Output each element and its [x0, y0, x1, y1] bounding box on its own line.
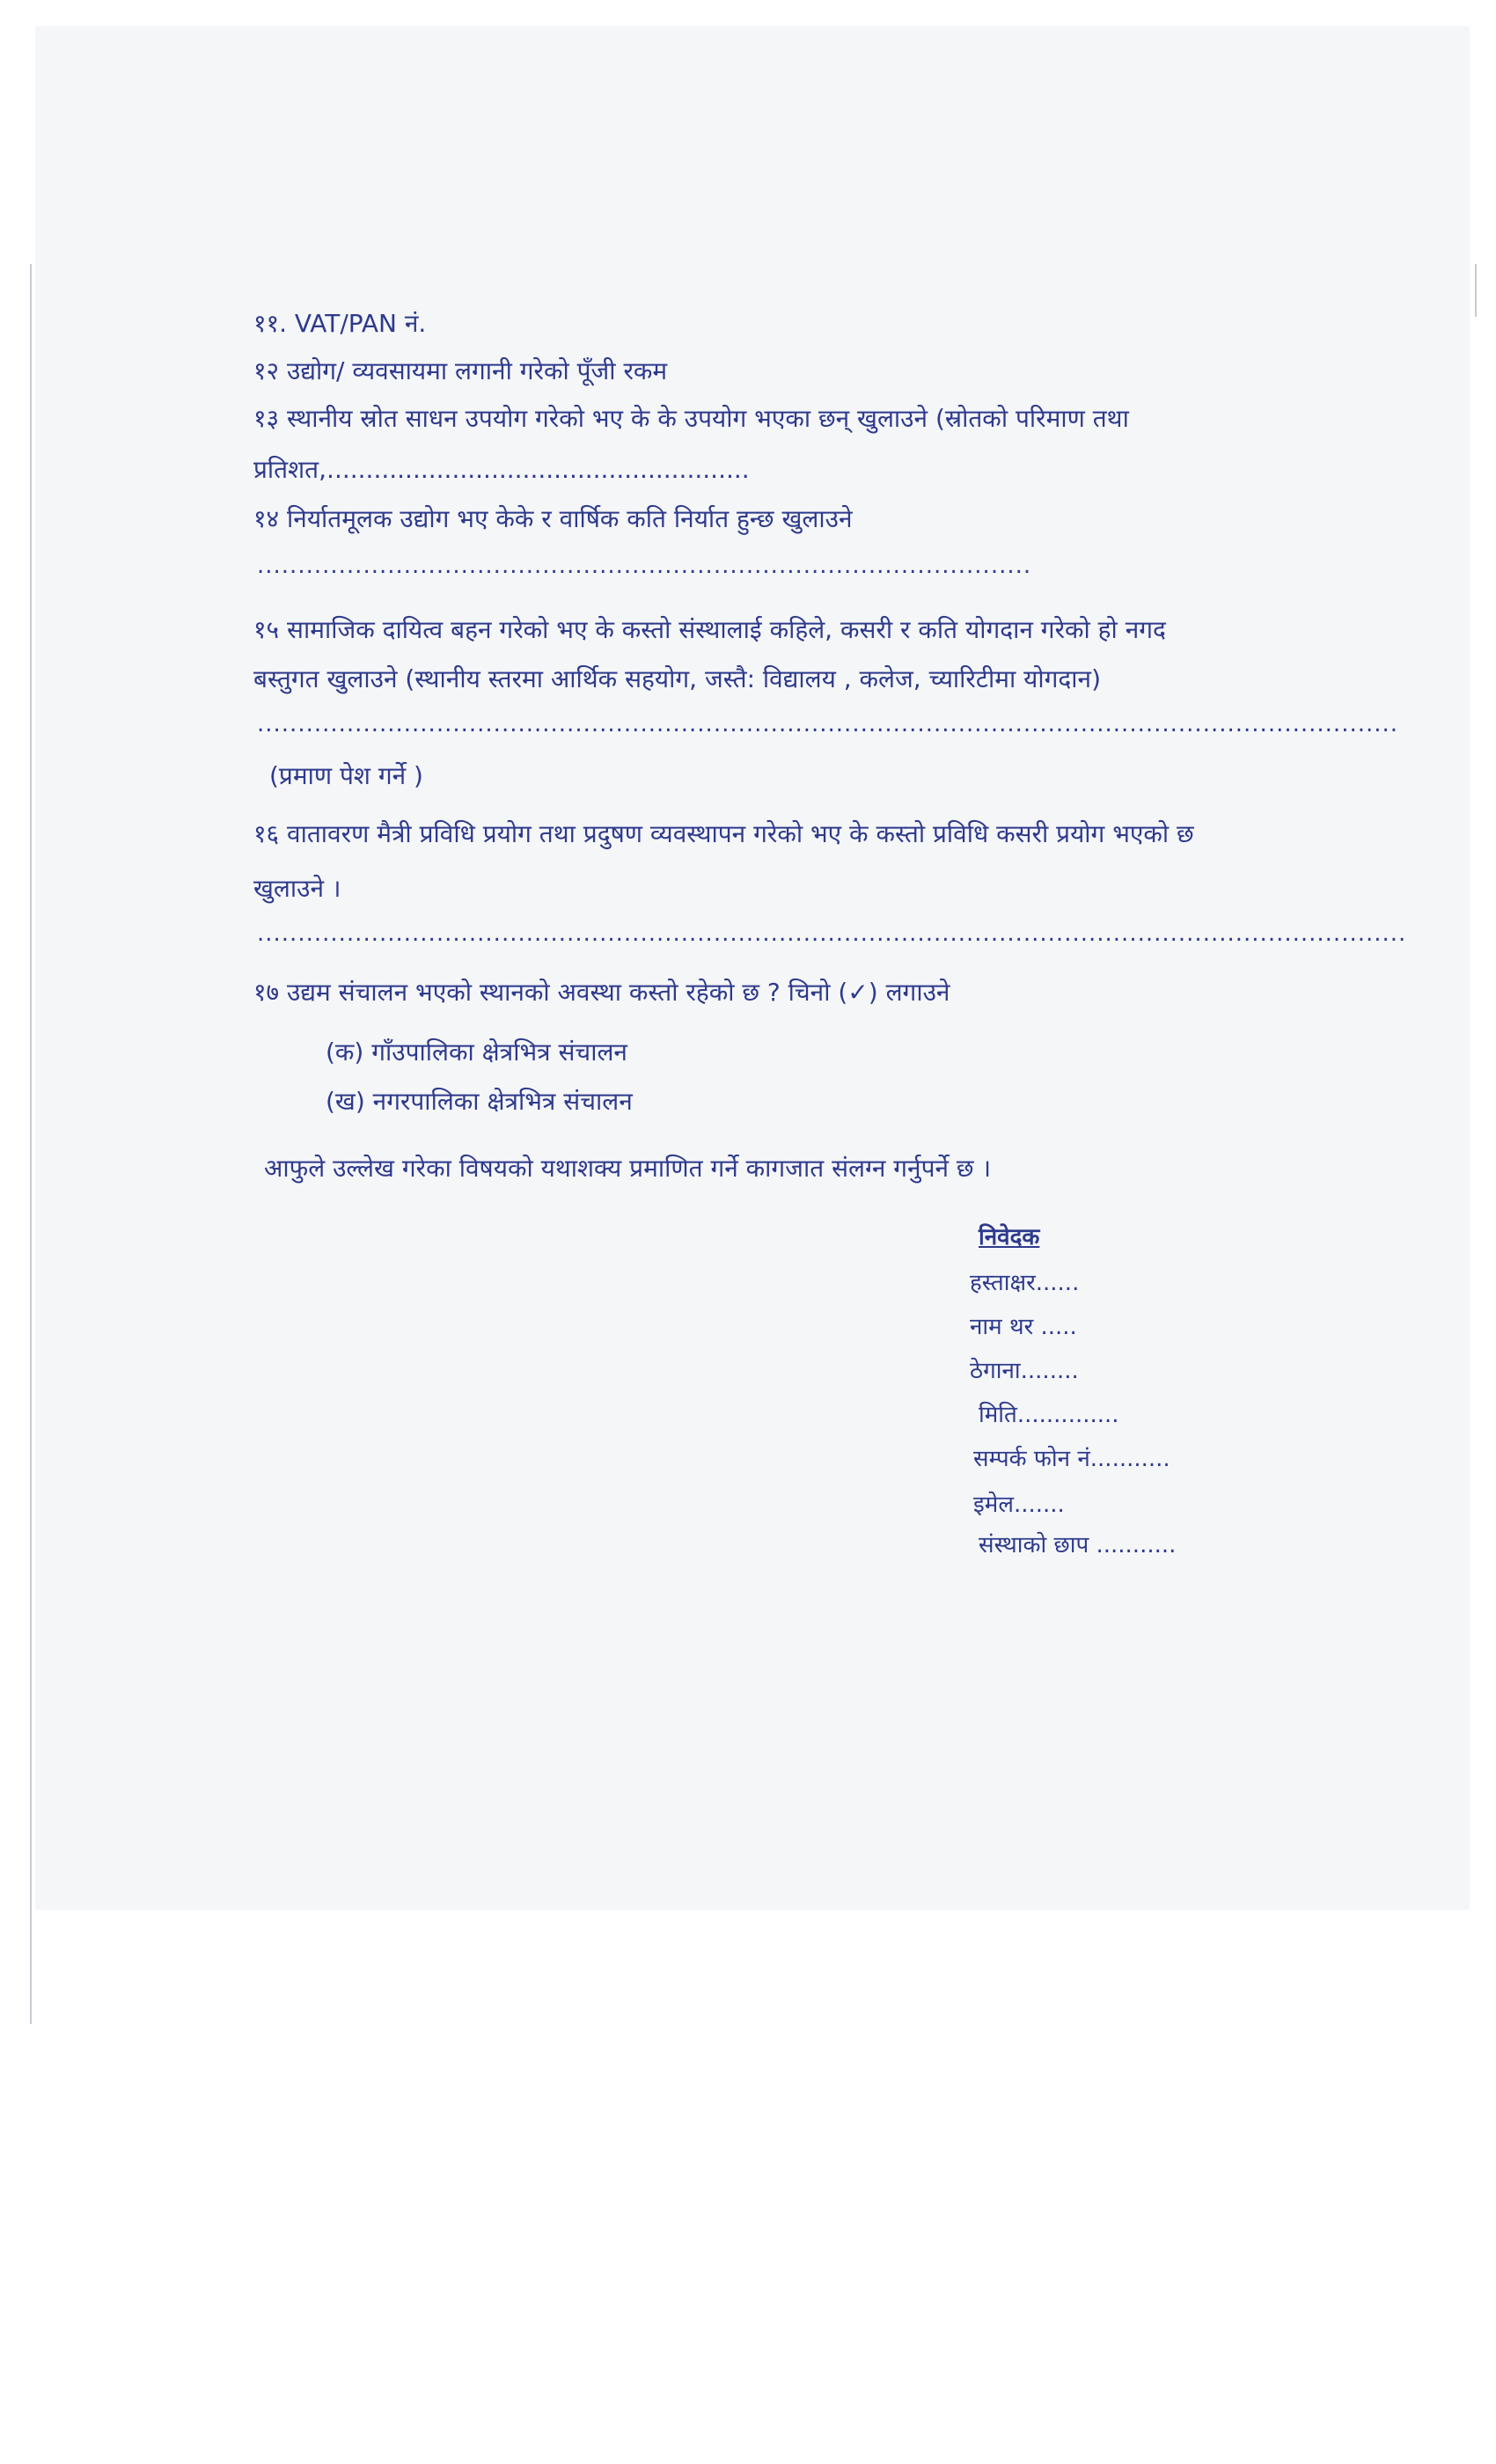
- applicant-date: मिति..............: [979, 1402, 1119, 1428]
- item-17-option-kha: (ख) नगरपालिका क्षेत्रभित्र संचालन: [326, 1087, 633, 1116]
- item-13-local-resources-line1: १३ स्थानीय स्रोत साधन उपयोग गरेको भए के के उपयोग भएका छन् खुलाउने (स्रोतको परिमाण तथा: [253, 404, 1129, 433]
- applicant-phone: सम्पर्क फोन नं...........: [973, 1446, 1170, 1472]
- item-14-export-oriented: १४ निर्यातमूलक उद्योग भए केके र वार्षिक कति निर्यात हुन्छ खुलाउने: [253, 504, 853, 533]
- applicant-signature: हस्ताक्षर......: [970, 1270, 1080, 1296]
- item-12-capital-invested: १२ उद्योग/ व्यवसायमा लगानी गरेको पूँजी रकम: [253, 356, 668, 385]
- item-16-eco-technology-line1: १६ वातावरण मैत्री प्रविधि प्रयोग तथा प्रदुषण व्यवस्थापन गरेको भए के कस्तो प्रविधि कसरी प्रयोग भएको छ: [253, 819, 1194, 848]
- applicant-name: नाम थर .....: [970, 1314, 1077, 1340]
- item-17-option-ka: (क) गाँउपालिका क्षेत्रभित्र संचालन: [326, 1038, 627, 1067]
- applicant-address: ठेगाना........: [970, 1358, 1079, 1384]
- item-11-vat-pan: ११. VAT/PAN नं.: [253, 309, 427, 338]
- item-13-local-resources-line2: प्रतिशत,......................................................: [253, 455, 750, 484]
- item-16-fill-line: .............................................................................................................................................: [257, 920, 1407, 947]
- item-15-social-responsibility-line2: बस्तुगत खुलाउने (स्थानीय स्तरमा आर्थिक सहयोग, जस्तै: विद्यालय , कलेज, च्यारिटीमा योगदान): [253, 664, 1101, 693]
- item-15-proof-note: (प्रमाण पेश गर्ने ): [269, 761, 423, 790]
- applicant-heading: निवेदक: [979, 1224, 1040, 1250]
- scan-edge-right: [1475, 264, 1477, 317]
- scanned-page: [35, 26, 1470, 1910]
- item-17-enterprise-location: १७ उद्यम संचालन भएको स्थानको अवस्था कस्तो रहेको छ ? चिनो (✓) लगाउने: [253, 978, 950, 1007]
- item-15-social-responsibility-line1: १५ सामाजिक दायित्व बहन गरेको भए के कस्तो संस्थालाई कहिले, कसरी र कति योगदान गरेको हो नगद: [253, 615, 1166, 644]
- attachment-note: आफुले उल्लेख गरेका विषयको यथाशक्य प्रमाणित गर्ने कागजात संलग्न गर्नुपर्ने छ ।: [264, 1154, 992, 1183]
- scan-edge-left: [30, 264, 32, 2024]
- item-16-eco-technology-line2: खुलाउने ।: [253, 874, 341, 903]
- organization-stamp: संस्थाको छाप ...........: [979, 1532, 1177, 1558]
- item-15-fill-line: ............................................................................................................................................: [257, 711, 1399, 737]
- item-14-fill-line: ...............................................................................................: [257, 553, 1032, 579]
- applicant-email: इमेल.......: [973, 1492, 1065, 1518]
